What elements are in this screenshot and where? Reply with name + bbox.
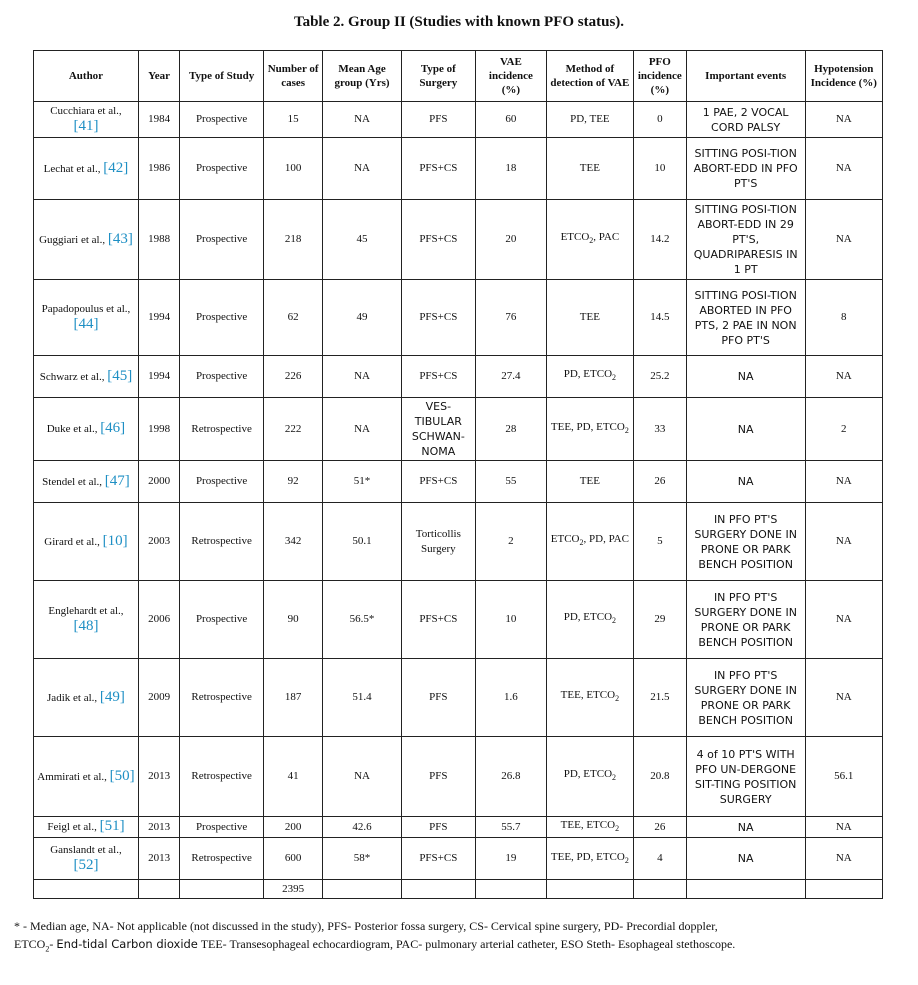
pfo-cell: 33 <box>633 398 686 461</box>
age-cell: NA <box>323 737 401 817</box>
vae-cell: 76 <box>475 280 546 356</box>
table-row <box>34 737 883 817</box>
surgery-cell: PFS+CS <box>401 838 475 880</box>
author-cell <box>34 200 139 280</box>
year-cell: 2003 <box>138 503 179 581</box>
reference-link[interactable]: [42] <box>103 159 129 176</box>
table-row <box>34 356 883 398</box>
reference-link[interactable]: [52] <box>73 857 99 874</box>
studies-table <box>33 50 883 899</box>
events-cell: NA <box>686 817 805 838</box>
vae-cell: 27.4 <box>475 356 546 398</box>
col-header: Mean Age group (Yrs) <box>323 51 401 102</box>
vae-cell: 19 <box>475 838 546 880</box>
author-cell <box>34 280 139 356</box>
study-cell: Prospective <box>180 138 264 200</box>
hypo-cell: NA <box>805 581 882 659</box>
year-cell: 1994 <box>138 280 179 356</box>
author-name: Stendel et al., <box>42 475 103 488</box>
total-row <box>34 880 883 899</box>
footnote-line-1: * - Median age, NA- Not applicable (not discussed in the study), PFS- Posterior fossa surgery, CS- Cervical spine surgery, PD- Precordial doppler, <box>14 919 718 933</box>
table-title: Table 2. Group II (Studies with known PFO status). <box>293 14 625 30</box>
method-cell: PD, $ETCO_2$ <box>546 581 633 659</box>
pfo-cell: 21.5 <box>633 659 686 737</box>
reference-link[interactable]: [48] <box>73 618 99 634</box>
author-cell <box>34 838 139 880</box>
author-name: Guggiari et al., <box>39 233 106 246</box>
cases-cell: 187 <box>263 659 322 737</box>
reference-link[interactable]: [43] <box>107 230 133 247</box>
year-cell: 1994 <box>138 356 179 398</box>
method-cell: TEE, $ETCO_2$ <box>546 659 633 737</box>
footnote-rest: TEE- Transesophageal echocardiogram, PAC- pulmonary arterial catheter, ESO Steth- Esophageal stethoscope. <box>200 937 736 951</box>
year-cell: 2006 <box>138 581 179 659</box>
age-cell: 56.5* <box>323 581 401 659</box>
author-cell <box>34 138 139 200</box>
surgery-cell: Torticollis Surgery <box>401 503 475 581</box>
age-cell: 49 <box>323 280 401 356</box>
reference-link[interactable]: [47] <box>104 472 130 489</box>
events-cell: IN PFO PT'S SURGERY DONE IN PRONE OR PARK BENCH POSITION <box>686 503 805 581</box>
pfo-cell: 14.5 <box>633 280 686 356</box>
author-cell <box>34 356 139 398</box>
col-header: PFO incidence (%) <box>633 51 686 102</box>
hypo-cell: NA <box>805 503 882 581</box>
study-cell: Prospective <box>180 200 264 280</box>
vae-cell: 55 <box>475 461 546 503</box>
study-cell: Retrospective <box>180 838 264 880</box>
age-cell: 51* <box>323 461 401 503</box>
author-cell <box>34 659 139 737</box>
method-cell: PD, TEE <box>546 102 633 138</box>
surgery-cell: PFS+CS <box>401 356 475 398</box>
author-name: Ganslandt et al., <box>50 844 122 857</box>
pfo-cell: 20.8 <box>633 737 686 817</box>
pfo-cell: 25.2 <box>633 356 686 398</box>
cases-cell: 90 <box>263 581 322 659</box>
hypo-cell: NA <box>805 102 882 138</box>
author-name: Schwarz et al., <box>39 370 105 383</box>
events-cell: 1 PAE, 2 VOCAL CORD PALSY <box>686 102 805 138</box>
age-cell: 58* <box>323 838 401 880</box>
author-cell <box>34 503 139 581</box>
reference-link[interactable]: [46] <box>100 420 126 436</box>
method-cell: TEE <box>546 461 633 503</box>
year-cell: 2013 <box>138 817 179 838</box>
cases-cell: 92 <box>263 461 322 503</box>
age-cell: NA <box>323 356 401 398</box>
table-row <box>34 817 883 838</box>
pfo-cell: 29 <box>633 581 686 659</box>
year-cell: 1998 <box>138 398 179 461</box>
method-cell: TEE <box>546 280 633 356</box>
events-cell: SITTING POSI-TION ABORT-EDD IN 29 PT'S, QUADRIPARESIS IN 1 PT <box>686 200 805 280</box>
method-cell: TEE <box>546 138 633 200</box>
table-row <box>34 102 883 138</box>
surgery-cell: PFS+CS <box>401 461 475 503</box>
col-header: Type of Study <box>180 51 264 102</box>
col-header: Important events <box>686 51 805 102</box>
col-header: Year <box>138 51 179 102</box>
table-row <box>34 138 883 200</box>
age-cell: NA <box>323 138 401 200</box>
vae-cell: 26.8 <box>475 737 546 817</box>
hypo-cell: NA <box>805 138 882 200</box>
method-cell: TEE, PD, $ETCO_2$ <box>546 398 633 461</box>
method-cell: $ETCO_2$, PD, PAC <box>546 503 633 581</box>
cases-cell: 342 <box>263 503 322 581</box>
vae-cell: 10 <box>475 581 546 659</box>
hypo-cell: 56.1 <box>805 737 882 817</box>
reference-link[interactable]: [50] <box>109 767 135 784</box>
events-cell: SITTING POSI-TION ABORTED IN PFO PTS, 2 PAE IN NON PFO PT'S <box>686 280 805 356</box>
hypo-cell: NA <box>805 838 882 880</box>
age-cell: 50.1 <box>323 503 401 581</box>
col-header: VAE incidence (%) <box>475 51 546 102</box>
reference-link[interactable]: [44] <box>73 316 99 332</box>
cases-cell: 218 <box>263 200 322 280</box>
footnote <box>14 917 904 958</box>
header-row <box>34 51 883 102</box>
events-cell: NA <box>686 838 805 880</box>
surgery-cell: PFS <box>401 659 475 737</box>
pfo-cell: 4 <box>633 838 686 880</box>
table-row <box>34 581 883 659</box>
surgery-cell: PFS <box>401 817 475 838</box>
author-cell <box>34 737 139 817</box>
col-header: Hypotension Incidence (%) <box>805 51 882 102</box>
surgery-cell: PFS+CS <box>401 138 475 200</box>
vae-cell: 1.6 <box>475 659 546 737</box>
reference-link[interactable]: [41] <box>73 118 99 134</box>
author-cell <box>34 817 139 838</box>
year-cell: 2013 <box>138 838 179 880</box>
events-cell: SITTING POSI-TION ABORT-EDD IN PFO PT'S <box>686 138 805 200</box>
events-cell: IN PFO PT'S SURGERY DONE IN PRONE OR PARK BENCH POSITION <box>686 581 805 659</box>
method-cell: PD, $ETCO_2$ <box>546 356 633 398</box>
vae-cell: 18 <box>475 138 546 200</box>
reference-link[interactable]: [45] <box>107 367 133 384</box>
method-cell: TEE, $ETCO_2$ <box>546 817 633 838</box>
pfo-cell: 0 <box>633 102 686 138</box>
study-cell: Retrospective <box>180 737 264 817</box>
hypo-cell: NA <box>805 659 882 737</box>
col-header: Method of detection of VAE <box>546 51 633 102</box>
vae-cell: 60 <box>475 102 546 138</box>
year-cell: 2009 <box>138 659 179 737</box>
age-cell: NA <box>323 398 401 461</box>
table-row <box>34 200 883 280</box>
age-cell: 51.4 <box>323 659 401 737</box>
surgery-cell: VES-TIBULAR SCHWAN-NOMA <box>401 398 475 461</box>
year-cell: 2000 <box>138 461 179 503</box>
hypo-cell: 8 <box>805 280 882 356</box>
total-cases: 2395 <box>263 880 322 899</box>
cases-cell: 62 <box>263 280 322 356</box>
author-name: Papadopoulus et al., <box>41 303 131 315</box>
method-cell: TEE, PD, $ETCO_2$ <box>546 838 633 880</box>
cases-cell: 15 <box>263 102 322 138</box>
study-cell: Prospective <box>180 817 264 838</box>
surgery-cell: PFS+CS <box>401 581 475 659</box>
age-cell: 45 <box>323 200 401 280</box>
author-name: Duke et al., <box>46 423 98 435</box>
year-cell: 1986 <box>138 138 179 200</box>
surgery-cell: PFS+CS <box>401 200 475 280</box>
year-cell: 2013 <box>138 737 179 817</box>
study-cell: Prospective <box>180 102 264 138</box>
pfo-cell: 5 <box>633 503 686 581</box>
age-cell: NA <box>323 102 401 138</box>
col-header: Type of Surgery <box>401 51 475 102</box>
study-cell: Retrospective <box>180 398 264 461</box>
col-header: Number of cases <box>263 51 322 102</box>
author-cell <box>34 398 139 461</box>
author-name: Lechat et al., <box>43 162 101 175</box>
table-row <box>34 838 883 880</box>
table-row <box>34 461 883 503</box>
study-cell: Retrospective <box>180 503 264 581</box>
cases-cell: 200 <box>263 817 322 838</box>
col-header: Author <box>34 51 139 102</box>
table-row <box>34 280 883 356</box>
events-cell: IN PFO PT'S SURGERY DONE IN PRONE OR PARK BENCH POSITION <box>686 659 805 737</box>
hypo-cell: NA <box>805 200 882 280</box>
author-name: Girard et al., <box>44 535 100 548</box>
author-name: Englehardt et al., <box>48 605 124 617</box>
cases-cell: 222 <box>263 398 322 461</box>
author-name: Feigl et al., <box>47 821 97 834</box>
year-cell: 1988 <box>138 200 179 280</box>
reference-link[interactable]: [49] <box>99 688 125 705</box>
age-cell: 42.6 <box>323 817 401 838</box>
cases-cell: 600 <box>263 838 322 880</box>
footnote-etco2: $ETCO_2-$ <box>14 937 54 954</box>
hypo-cell: NA <box>805 461 882 503</box>
events-cell: 4 of 10 PT'S WITH PFO UN-DERGONE SIT-TING POSITION SURGERY <box>686 737 805 817</box>
hypo-cell: 2 <box>805 398 882 461</box>
cases-cell: 100 <box>263 138 322 200</box>
footnote-etco2-def: End-tidal Carbon dioxide <box>56 937 198 951</box>
reference-link[interactable]: [51] <box>99 818 125 835</box>
author-cell <box>34 581 139 659</box>
reference-link[interactable]: [10] <box>102 532 128 549</box>
hypo-cell: NA <box>805 817 882 838</box>
pfo-cell: 10 <box>633 138 686 200</box>
author-name: Ammirati et al., <box>37 770 107 783</box>
cases-cell: 41 <box>263 737 322 817</box>
author-cell <box>34 102 139 138</box>
surgery-cell: PFS+CS <box>401 280 475 356</box>
cases-cell: 226 <box>263 356 322 398</box>
vae-cell: 20 <box>475 200 546 280</box>
vae-cell: 55.7 <box>475 817 546 838</box>
pfo-cell: 26 <box>633 461 686 503</box>
vae-cell: 2 <box>475 503 546 581</box>
pfo-cell: 14.2 <box>633 200 686 280</box>
vae-cell: 28 <box>475 398 546 461</box>
study-cell: Prospective <box>180 356 264 398</box>
author-name: Jadik et al., <box>47 691 98 704</box>
table-row <box>34 503 883 581</box>
events-cell: NA <box>686 461 805 503</box>
study-cell: Prospective <box>180 280 264 356</box>
study-cell: Retrospective <box>180 659 264 737</box>
table-row <box>34 659 883 737</box>
events-cell: NA <box>686 356 805 398</box>
author-cell <box>34 461 139 503</box>
pfo-cell: 26 <box>633 817 686 838</box>
study-cell: Prospective <box>180 461 264 503</box>
author-name: Cucchiara et al., <box>50 105 122 117</box>
hypo-cell: NA <box>805 356 882 398</box>
surgery-cell: PFS <box>401 737 475 817</box>
table-row <box>34 398 883 461</box>
surgery-cell: PFS <box>401 102 475 138</box>
study-cell: Prospective <box>180 581 264 659</box>
year-cell: 1984 <box>138 102 179 138</box>
method-cell: PD, $ETCO_2$ <box>546 737 633 817</box>
events-cell: NA <box>686 398 805 461</box>
method-cell: $ETCO_2$, PAC <box>546 200 633 280</box>
footnote-line-2 <box>14 935 904 958</box>
